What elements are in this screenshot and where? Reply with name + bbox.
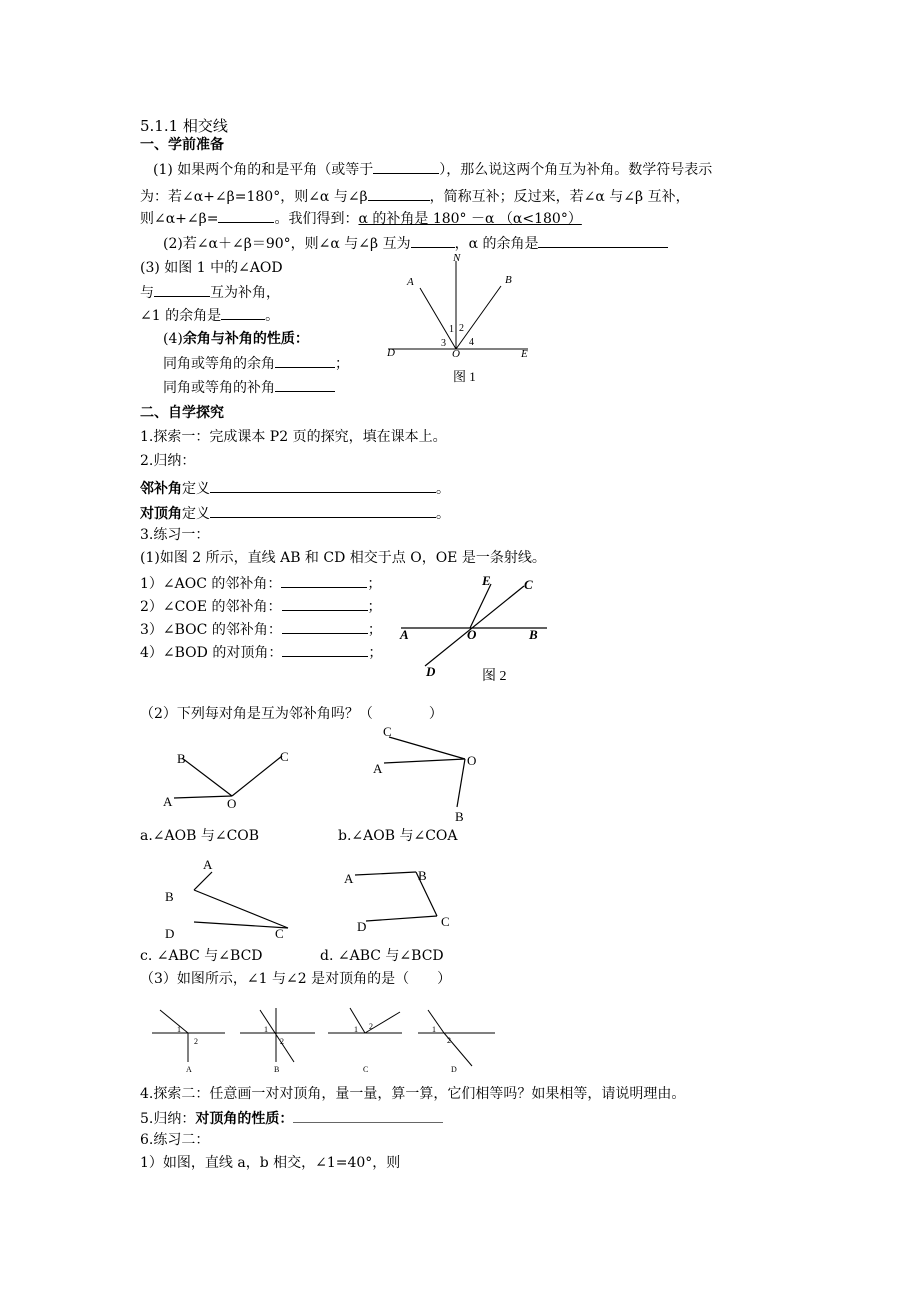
- fig-a-label-b: B: [177, 751, 186, 766]
- ray-ob: [456, 286, 501, 349]
- blank[interactable]: [210, 503, 436, 518]
- opt-b-angle-2: 2: [280, 1037, 284, 1046]
- fig-d-label-c: C: [441, 914, 450, 929]
- opt-d-angle-2: 2: [447, 1036, 451, 1045]
- item-6-question-1: 1）如图，直线 a，b 相交，∠1=40°，则: [140, 1155, 401, 1171]
- exercise-1-q4: 4）∠BOD 的对顶角： ；: [140, 642, 382, 662]
- opt-b-letter[interactable]: B: [274, 1065, 280, 1074]
- fig1-label-b: B: [505, 274, 512, 286]
- fig1-label-d: D: [387, 347, 395, 359]
- fig-a-ray-oc: [232, 756, 282, 796]
- p4-heading: (4)余角与补角的性质：: [163, 331, 309, 347]
- blank[interactable]: [281, 573, 367, 588]
- blank[interactable]: [368, 186, 430, 201]
- opt-d-letter[interactable]: D: [451, 1065, 457, 1074]
- blank[interactable]: [275, 377, 335, 392]
- fig-a-ray-oa: [174, 796, 232, 798]
- fig-b-ray-ob: [457, 759, 465, 807]
- caption-d: d. ∠ABC 与∠BCD: [320, 948, 444, 964]
- ray-oa: [420, 288, 456, 349]
- opt-a-letter[interactable]: A: [186, 1065, 192, 1074]
- fig2-label-a: A: [400, 627, 409, 642]
- fig-a-label-a: A: [163, 794, 173, 809]
- exercise-1-q3: 3）∠BOC 的邻补角： ；: [140, 619, 382, 639]
- blank[interactable]: [218, 208, 274, 223]
- fig1-angle-3: 3: [441, 338, 446, 349]
- p1-result: α 的补角是 180° －α （α<180°）: [358, 211, 582, 227]
- p4-line1: 同角或等角的余角 ；: [163, 353, 349, 373]
- fig2-label-c: C: [524, 577, 533, 592]
- item-6: 6.练习二：: [140, 1132, 210, 1148]
- item-1: 1.探索一：完成课本 P2 页的探究，填在课本上。: [140, 429, 447, 445]
- caption-a: a.∠AOB 与∠COB: [140, 828, 260, 844]
- exercise-1-q2: 2）∠COE 的邻补角： ；: [140, 596, 382, 616]
- opt-a-angle-1: 1: [177, 1025, 181, 1034]
- blank[interactable]: [275, 353, 335, 368]
- section-heading-1: 一、学前准备: [140, 137, 224, 153]
- opt-c-angle-1: 1: [354, 1025, 358, 1034]
- fig1-label-o: O: [452, 348, 460, 360]
- p2-line: (2)若∠α＋∠β＝90°，则∠α 与∠β 互为 ，α 的余角是: [163, 233, 668, 253]
- blank[interactable]: [411, 233, 455, 248]
- opt-d-ray-1: [428, 1010, 444, 1033]
- section-heading-2: 二、自学探究: [140, 405, 224, 421]
- exercise-3-question: （3）如图所示，∠1 与∠2 是对顶角的是（ ）: [140, 971, 452, 987]
- fig1-label-e: E: [521, 348, 528, 360]
- item-5: 5.归纳：对顶角的性质：: [140, 1108, 443, 1128]
- fig-d-segment-ab: [355, 872, 416, 875]
- blank[interactable]: [373, 159, 439, 174]
- fig-a-ray-ob: [182, 758, 232, 796]
- fig2-label-e: E: [482, 573, 491, 588]
- opt-c-angle-2: 2: [369, 1022, 373, 1031]
- p1-line3: 则∠α+∠β= 。我们得到：α 的补角是 180° －α （α<180°）: [140, 208, 582, 228]
- fig-b-label-o: O: [467, 753, 477, 768]
- fig1-angle-4: 4: [469, 337, 474, 348]
- opt-b-diagonal: [260, 1010, 294, 1062]
- item-3: 3.练习一：: [140, 527, 210, 543]
- fig1-angle-1: 1: [449, 324, 454, 335]
- figure-2: [395, 572, 555, 692]
- fig-d-segment-cd: [366, 916, 437, 921]
- fig-a-label-o: O: [227, 796, 237, 811]
- fig-c-ray-ba: [194, 872, 212, 890]
- opt-a-ray-1: [160, 1010, 188, 1033]
- blank[interactable]: [282, 642, 368, 657]
- opt-a-angle-2: 2: [194, 1037, 198, 1046]
- fig-b-ray-oc: [389, 737, 465, 759]
- adjacent-angle-pairs-ab: [150, 720, 490, 840]
- item-2: 2.归纳：: [140, 453, 196, 469]
- p3-line3: ∠1 的余角是 。: [140, 305, 279, 325]
- item-4: 4.探索二：任意画一对对顶角，量一量，算一算，它们相等吗？如果相等，请说明理由。: [140, 1086, 686, 1102]
- fig-a-label-c: C: [280, 749, 289, 764]
- figure-1: [380, 250, 540, 390]
- line-cd: [425, 586, 524, 666]
- p1-line2: 为：若∠α+∠β=180°，则∠α 与∠β ，简称互补；反过来，若∠α 与∠β 互补，: [140, 186, 690, 206]
- fig-b-label-c: C: [383, 724, 392, 739]
- opt-b-angle-1: 1: [264, 1025, 268, 1034]
- fig1-label-n: N: [453, 252, 461, 264]
- blank[interactable]: [221, 305, 265, 320]
- fig1-caption: 图 1: [453, 369, 476, 384]
- fig2-label-o: O: [467, 627, 477, 642]
- fig-d-label-a: A: [344, 871, 354, 886]
- fig1-angle-2: 2: [459, 323, 464, 334]
- blank[interactable]: [210, 478, 436, 493]
- fig-c-label-c: C: [275, 926, 284, 941]
- def-vertical-angles: 对顶角定义 。: [140, 503, 450, 523]
- def-adjacent-supplementary: 邻补角定义 。: [140, 478, 450, 498]
- blank[interactable]: [538, 233, 668, 248]
- blank[interactable]: [282, 619, 368, 634]
- fig-d-label-b: B: [418, 868, 427, 883]
- vertical-angle-options: [150, 998, 505, 1074]
- opt-d-angle-1: 1: [432, 1025, 436, 1034]
- fig-b-label-b: B: [455, 809, 464, 824]
- p1-line1: (1) 如果两个角的和是平角（或等于 ），那么说这两个角互为补角。数学符号表示: [153, 159, 712, 179]
- blank[interactable]: [293, 1108, 443, 1123]
- blank[interactable]: [282, 596, 368, 611]
- p4-line2: 同角或等角的补角: [163, 377, 335, 397]
- page-title: 5.1.1 相交线: [140, 117, 228, 135]
- fig2-caption: 图 2: [482, 669, 507, 684]
- exercise-1-intro: (1)如图 2 所示，直线 AB 和 CD 相交于点 O，OE 是一条射线。: [140, 550, 546, 566]
- fig-c-label-d: D: [165, 926, 175, 941]
- fig-c-label-b: B: [165, 889, 174, 904]
- caption-c: c. ∠ABC 与∠BCD: [140, 948, 263, 964]
- p3-line1: (3) 如图 1 中的∠AOD: [140, 260, 283, 276]
- exercise-1-q1: 1）∠AOC 的邻补角： ；: [140, 573, 381, 593]
- adjacent-angle-pairs-cd: [150, 850, 470, 945]
- p3-line2: 与 互为补角，: [140, 282, 280, 302]
- opt-c-letter[interactable]: C: [363, 1065, 369, 1074]
- fig-b-label-a: A: [373, 761, 383, 776]
- fig-d-label-d: D: [357, 919, 367, 934]
- fig1-label-a: A: [407, 276, 414, 288]
- exercise-2-question: （2）下列每对角是互为邻补角吗？（ ）: [140, 706, 443, 722]
- caption-b: b.∠AOB 与∠COA: [338, 828, 458, 844]
- fig-b-ray-oa: [384, 759, 465, 763]
- blank[interactable]: [154, 282, 210, 297]
- fig2-label-b: B: [529, 627, 538, 642]
- fig2-label-d: D: [426, 664, 436, 679]
- fig-c-label-a: A: [203, 857, 213, 872]
